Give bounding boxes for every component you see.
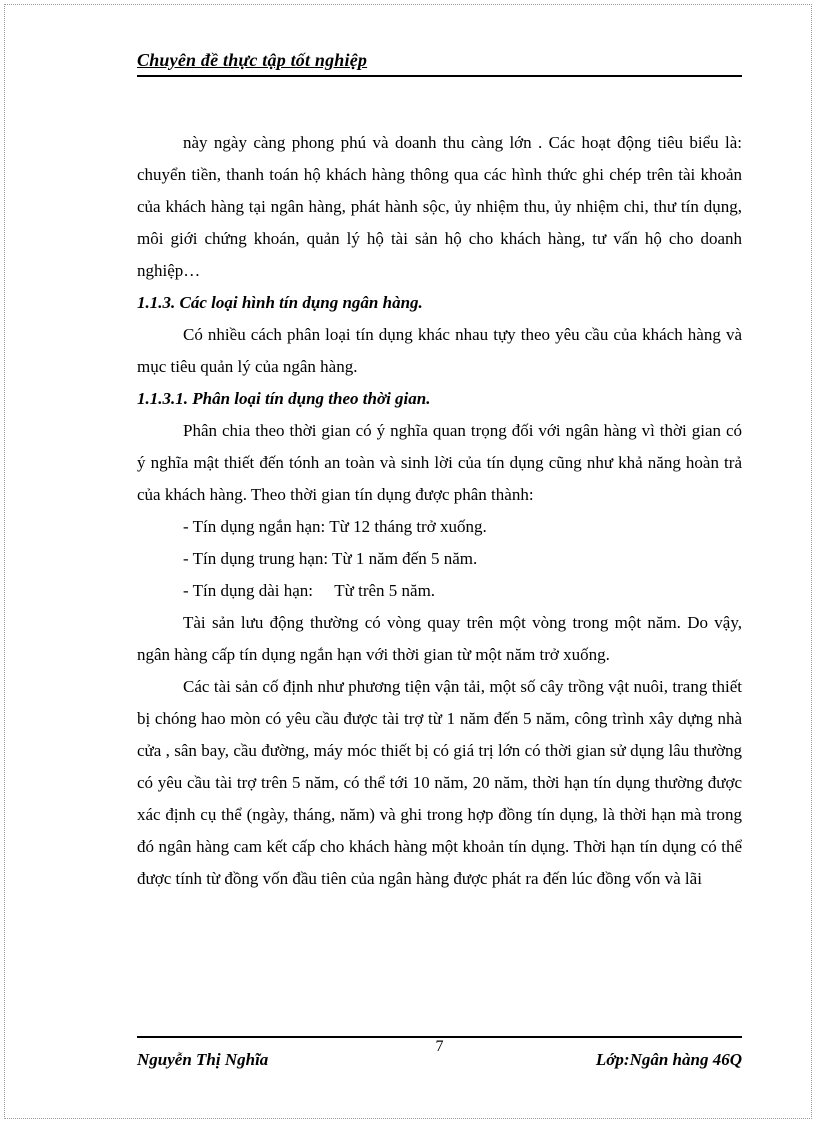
paragraph-fixed-assets: Các tài sản cố định như phương tiện vận tải, một số cây trồng vật nuôi, trang thiết bị chóng hao mòn có yêu cầu được tài trợ từ 1 năm đến 5 năm, công trình xây dựng nhà cửa , sân bay, cầu đường, máy móc thiết bị có giá trị lớn có thời gian sử dụng lâu thường có yêu cầu tài trợ trên 5 năm, có thể tới 10 năm, 20 năm, thời hạn tín dụng thường được xác định cụ thể (ngày, tháng, năm) và ghi trong hợp đồng tín dụng, là thời hạn mà trong đó ngân hàng cam kết cấp cho khách hàng một khoản tín dụng. Thời hạn tín dụng có thể được tính từ đồng vốn đầu tiên của ngân hàng được phát ra đến lúc đồng vốn và lãi [137, 677, 742, 888]
paragraph-classification-intro: Có nhiều cách phân loại tín dụng khác nhau tựy theo yêu cầu của khách hàng và mục tiêu quản lý của ngân hàng. [137, 325, 742, 376]
paragraph-services: này ngày càng phong phú và doanh thu càng lớn . Các hoạt động tiêu biểu là: chuyển tiền, thanh toán hộ khách hàng thông qua các hình thức ghi chép trên tài khoản của khách hàng tại ngân hàng, phát hành sộc, ủy nhiệm thu, ủy nhiệm chi, thư tín dụng, môi giới chứng khoán, quản lý hộ tài sản hộ cho khách hàng, tư vấn hộ cho doanh nghiệp… [137, 133, 742, 280]
footer-class: Lớp:Ngân hàng 46Q [595, 1050, 742, 1069]
page-header [137, 50, 742, 77]
section-heading-1131: 1.1.3.1. Phân loại tín dụng theo thời gian. [137, 389, 431, 408]
footer-row [137, 1050, 742, 1070]
paragraph-time-classification: Phân chia theo thời gian có ý nghĩa quan trọng đối với ngân hàng vì thời gian có ý nghĩa mật thiết đến tónh an toàn và sinh lời của tín dụng cũng như khả năng hoàn trả của khách hàng. Theo thời gian tín dụng được phân thành: [137, 421, 742, 504]
header-title: Chuyên đề thực tập tốt nghiệp [137, 50, 368, 70]
document-body [137, 127, 742, 895]
section-heading-113: 1.1.3. Các loại hình tín dụng ngân hàng. [137, 293, 423, 312]
paragraph-current-assets: Tài sản lưu động thường có vòng quay trên một vòng trong một năm. Do vậy, ngân hàng cấp tín dụng ngắn hạn với thời gian từ một năm trở xuống. [137, 613, 742, 664]
page-number: 7 [435, 1038, 444, 1055]
list-item-long-term: - Tín dụng dài hạn: Từ trên 5 năm. [183, 581, 436, 600]
list-item-short-term: - Tín dụng ngắn hạn: Từ 12 tháng trở xuống. [183, 517, 487, 536]
list-item-medium-term: - Tín dụng trung hạn: Từ 1 năm đến 5 năm. [183, 549, 478, 568]
page-footer [137, 1036, 742, 1082]
footer-author: Nguyễn Thị Nghĩa [137, 1050, 269, 1069]
